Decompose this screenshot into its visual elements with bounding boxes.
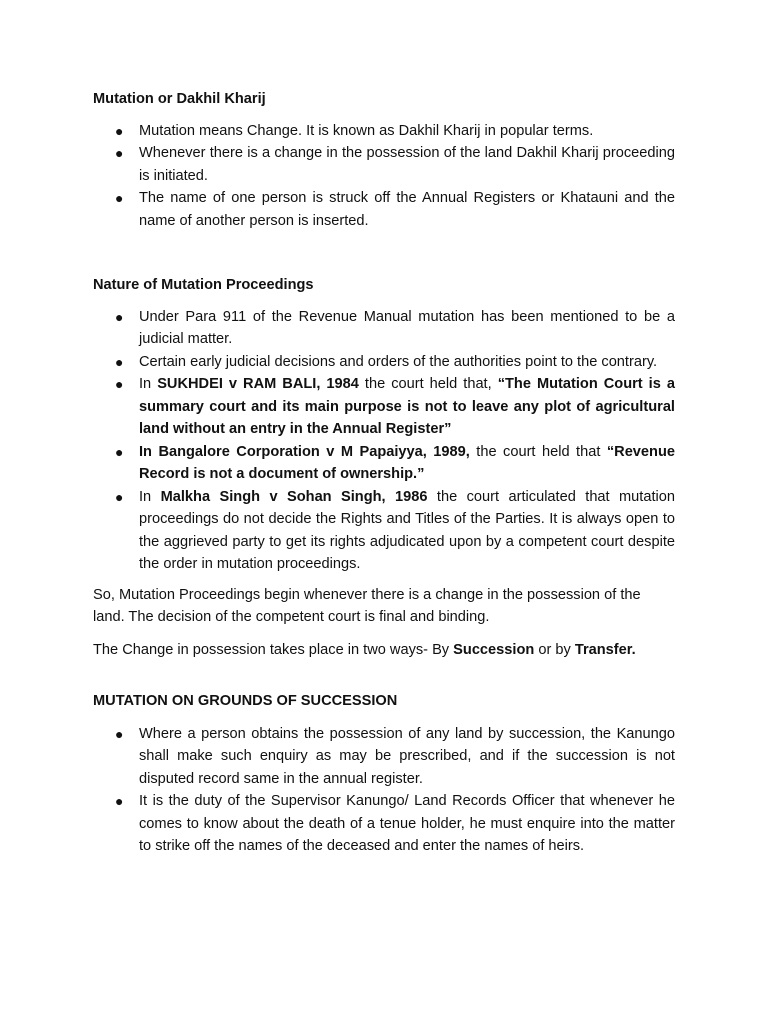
list-item: ● Whenever there is a change in the possession of the land Dakhil Kharij proceeding is initiated.: [93, 142, 675, 187]
list-item: ● Mutation means Change. It is known as Dakhil Kharij in popular terms.: [93, 120, 675, 143]
list-item: ● In Malkha Singh v Sohan Singh, 1986 the court articulated that mutation proceedings do not decide the Rights and Titles of the Parties. It is always open to the aggrieved party to get its rights adjudicated upon by a competent court despite the order in mutation proceedings.: [93, 486, 675, 576]
succession-bullet-list: [93, 723, 675, 858]
list-item: ● Under Para 911 of the Revenue Manual mutation has been mentioned to be a judicial matter.: [93, 306, 675, 351]
case-name: SUKHDEI v RAM BALI, 1984: [157, 376, 359, 392]
case-name: Malkha Singh v Sohan Singh, 1986: [160, 488, 428, 505]
section-heading-mutation: Mutation or Dakhil Kharij: [93, 91, 266, 107]
document-page: [93, 88, 675, 858]
case-quote: “The Mutation Court is a summary court and its main purpose is not to leave any plot of agricultural land without an entry in the Annual Register”: [139, 376, 675, 437]
bullet-icon: ●: [115, 145, 124, 161]
mutation-bullet-list: [93, 120, 675, 233]
bullet-icon: ●: [115, 443, 124, 460]
summary-paragraph: So, Mutation Proceedings begin whenever there is a change in the possession of the land. The decision of the competent court is final and binding.: [93, 586, 641, 625]
change-ways-paragraph: The Change in possession takes place in two ways- By Succession or by Transfer.: [93, 641, 636, 658]
bullet-icon: ●: [115, 793, 124, 809]
bullet-icon: ●: [115, 725, 124, 742]
list-item: ● It is the duty of the Supervisor Kanungo/ Land Records Officer that whenever he comes to know about the death of a tenue holder, he must enquire into the matter to strike off the names of the deceased and enter the names of heirs.: [93, 790, 675, 858]
list-item: ● Where a person obtains the possession of any land by succession, the Kanungo shall make such enquiry as may be prescribed, and if the succession is not disputed record same in the annual register.: [93, 723, 675, 791]
bullet-icon: ●: [115, 376, 124, 392]
bullet-icon: ●: [115, 308, 124, 325]
bullet-icon: ●: [115, 122, 124, 139]
case-quote: “Revenue Record is not a document of ownership.”: [139, 443, 675, 482]
nature-bullet-list: [93, 306, 675, 576]
list-item: ● In SUKHDEI v RAM BALI, 1984 the court held that, “The Mutation Court is a summary court and its main purpose is not to leave any plot of agricultural land without an entry in the Annual Register”: [93, 373, 675, 441]
bullet-icon: ●: [115, 353, 124, 370]
case-name: In Bangalore Corporation v M Papaiyya, 1989,: [139, 443, 470, 460]
list-item: ● In Bangalore Corporation v M Papaiyya, 1989, the court held that “Revenue Record is not a document of ownership.”: [93, 441, 675, 486]
bullet-icon: ●: [115, 190, 124, 206]
section-heading-nature: Nature of Mutation Proceedings: [93, 277, 314, 293]
list-item: ● Certain early judicial decisions and orders of the authorities point to the contrary.: [93, 351, 675, 374]
bullet-icon: ●: [115, 488, 124, 505]
list-item: ● The name of one person is struck off the Annual Registers or Khatauni and the name of another person is inserted.: [93, 187, 675, 232]
section-heading-succession: MUTATION ON GROUNDS OF SUCCESSION: [93, 693, 398, 709]
